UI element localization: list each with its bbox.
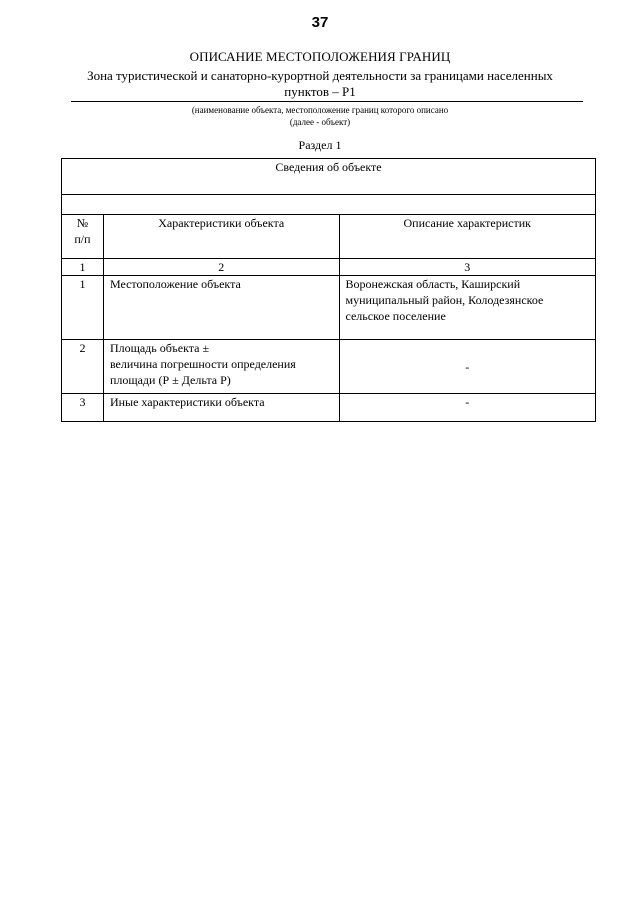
object-info-table — [61, 158, 596, 422]
row-number: 3 — [62, 394, 104, 422]
column-number-2: 2 — [103, 259, 339, 276]
table-row — [62, 394, 596, 422]
header-num-line-2: п/п — [74, 232, 91, 246]
header-characteristics: Характеристики объекта — [103, 215, 339, 259]
caption-line-1: (наименование объекта, местоположение границ которого описано — [191, 105, 449, 115]
row-description-line: сельское поселение — [345, 309, 446, 323]
underline-rule — [71, 101, 583, 102]
caption-line-2: (далее - объект) — [289, 117, 351, 127]
row-characteristic-line: Площадь объекта ± — [109, 341, 210, 355]
row-characteristic — [103, 276, 339, 340]
section-heading: Раздел 1 — [298, 138, 342, 152]
object-name-line-2: пунктов – Р1 — [284, 84, 356, 99]
column-number-row — [62, 259, 596, 276]
page-number: 37 — [311, 14, 329, 31]
table-title: Сведения об объекте — [62, 159, 596, 195]
row-description-line: Воронежская область, Каширский — [345, 277, 521, 291]
header-description: Описание характеристик — [339, 215, 596, 259]
column-header-row — [62, 215, 596, 259]
row-description: - — [339, 340, 596, 394]
row-number: 2 — [62, 340, 104, 394]
object-caption — [0, 104, 640, 128]
blank-cell — [62, 195, 596, 215]
row-characteristic-line: Иные характеристики объекта — [109, 395, 265, 409]
table-blank-row — [62, 195, 596, 215]
document-title: ОПИСАНИЕ МЕСТОПОЛОЖЕНИЯ ГРАНИЦ — [189, 49, 451, 64]
row-characteristic-line: величина погрешности определения — [109, 357, 296, 371]
row-description: - — [339, 394, 596, 422]
column-number-3: 3 — [339, 259, 596, 276]
object-name-line-1: Зона туристической и санаторно-курортной деятельности за границами населенных — [87, 68, 553, 83]
row-characteristic-line: площади (Р ± Дельта Р) — [109, 373, 231, 387]
table-row — [62, 340, 596, 394]
row-number: 1 — [62, 276, 104, 340]
object-name — [80, 68, 560, 100]
row-description-line: муниципальный район, Колодезянское — [345, 293, 544, 307]
column-number-1: 1 — [62, 259, 104, 276]
header-num-line-1: № — [76, 216, 89, 230]
row-characteristic — [103, 394, 339, 422]
table-row — [62, 276, 596, 340]
row-characteristic-line: Местоположение объекта — [109, 277, 241, 291]
header-num — [62, 215, 104, 259]
row-description — [339, 276, 596, 340]
row-characteristic — [103, 340, 339, 394]
table-title-row — [62, 159, 596, 195]
